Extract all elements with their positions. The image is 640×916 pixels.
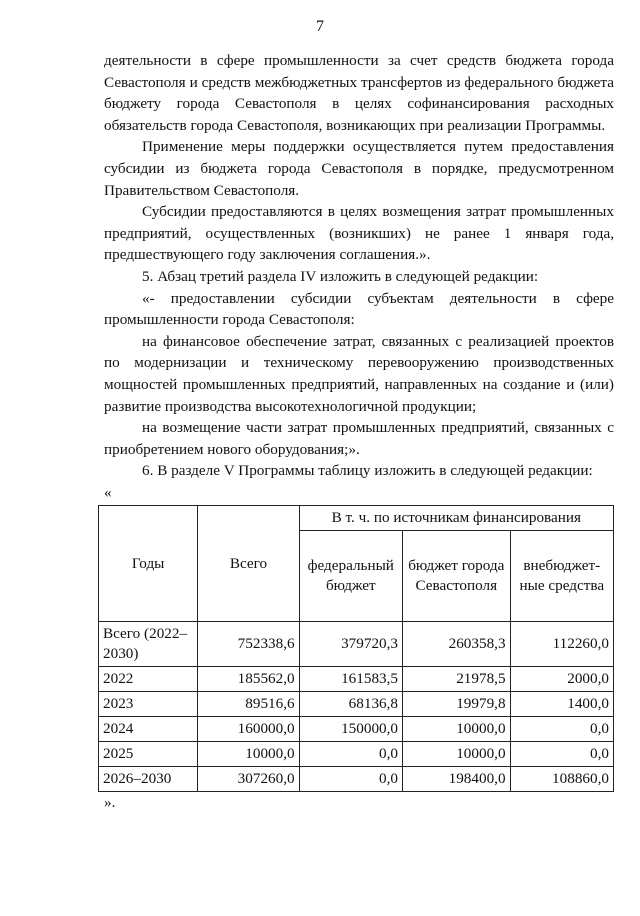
cell-total: 307260,0 [198, 767, 299, 792]
cell-total: 185562,0 [198, 667, 299, 692]
cell-total: 752338,6 [198, 622, 299, 667]
cell-extrabudgetary: 2000,0 [510, 667, 613, 692]
document-body [104, 50, 614, 814]
table-body [99, 622, 614, 792]
cell-federal: 68136,8 [299, 692, 402, 717]
cell-total: 10000,0 [198, 742, 299, 767]
cell-city-budget: 21978,5 [403, 667, 511, 692]
cell-federal: 379720,3 [299, 622, 402, 667]
table-header-row [99, 506, 614, 531]
cell-extrabudgetary: 0,0 [510, 717, 613, 742]
paragraph: Субсидии предоставляются в целях возмещения затрат промышленных предприятий, осуществленных (возникших) не ранее 1 января года, предшествующего году заключения соглашения.». [104, 203, 614, 264]
cell-extrabudgetary: 112260,0 [510, 622, 613, 667]
cell-extrabudgetary: 0,0 [510, 742, 613, 767]
paragraph: деятельности в сфере промышленности за счет средств бюджета города Севастополя и средств межбюджетных трансфертов из федерального бюджета бюджету города Севастополя в целях софинансирования расходных обязательств города Севастополя, возникающих при реализации Программы. [104, 52, 614, 134]
cell-year: 2022 [99, 667, 198, 692]
table-row [99, 767, 614, 792]
header-extrabudgetary: внебюджет-ные средства [510, 531, 613, 622]
cell-year: 2026–2030 [99, 767, 198, 792]
cell-city-budget: 260358,3 [403, 622, 511, 667]
page-number: 7 [316, 18, 324, 35]
quote-open-mark: « [104, 483, 112, 501]
cell-city-budget: 10000,0 [403, 717, 511, 742]
header-city-budget: бюджет города Севастополя [403, 531, 511, 622]
quote-close-mark: ». [104, 794, 116, 812]
cell-year: 2023 [99, 692, 198, 717]
paragraph: на финансовое обеспечение затрат, связанных с реализацией проектов по модернизации и техническому перевооружению производственных мощностей промышленных предприятий, направленных на создание и (или) развитие производства высокотехнологичной продукции; [104, 332, 614, 415]
paragraph: «- предоставлении субсидии субъектам деятельности в сфере промышленности города Севастополя: [104, 289, 614, 329]
table-row [99, 692, 614, 717]
paragraph: на возмещение части затрат промышленных предприятий, связанных с приобретением нового оборудования;». [104, 419, 614, 458]
cell-federal: 0,0 [299, 742, 402, 767]
cell-extrabudgetary: 108860,0 [510, 767, 613, 792]
cell-federal: 161583,5 [299, 667, 402, 692]
paragraph: 5. Абзац третий раздела IV изложить в следующей редакции: [142, 267, 539, 285]
paragraph: 6. В разделе V Программы таблицу изложить в следующей редакции: [142, 462, 593, 480]
cell-federal: 0,0 [299, 767, 402, 792]
cell-city-budget: 10000,0 [403, 742, 511, 767]
table-row [99, 667, 614, 692]
cell-total: 160000,0 [198, 717, 299, 742]
cell-year: 2024 [99, 717, 198, 742]
cell-year: Всего (2022–2030) [99, 622, 198, 667]
cell-year: 2025 [99, 742, 198, 767]
table-row [99, 717, 614, 742]
header-federal: федеральный бюджет [299, 531, 402, 622]
funding-table [98, 505, 614, 792]
cell-total: 89516,6 [198, 692, 299, 717]
cell-extrabudgetary: 1400,0 [510, 692, 613, 717]
paragraph-list [104, 50, 614, 482]
cell-city-budget: 19979,8 [403, 692, 511, 717]
cell-federal: 150000,0 [299, 717, 402, 742]
table-row [99, 622, 614, 667]
cell-city-budget: 198400,0 [403, 767, 511, 792]
paragraph: Применение меры поддержки осуществляется путем предоставления субсидии из бюджета города Севастополя в порядке, предусмотренном Правительством Севастополя. [104, 138, 614, 199]
header-funding-sources: В т. ч. по источникам финансирования [299, 506, 613, 531]
header-years: Годы [99, 506, 198, 622]
table-row [99, 742, 614, 767]
header-total: Всего [198, 506, 299, 622]
